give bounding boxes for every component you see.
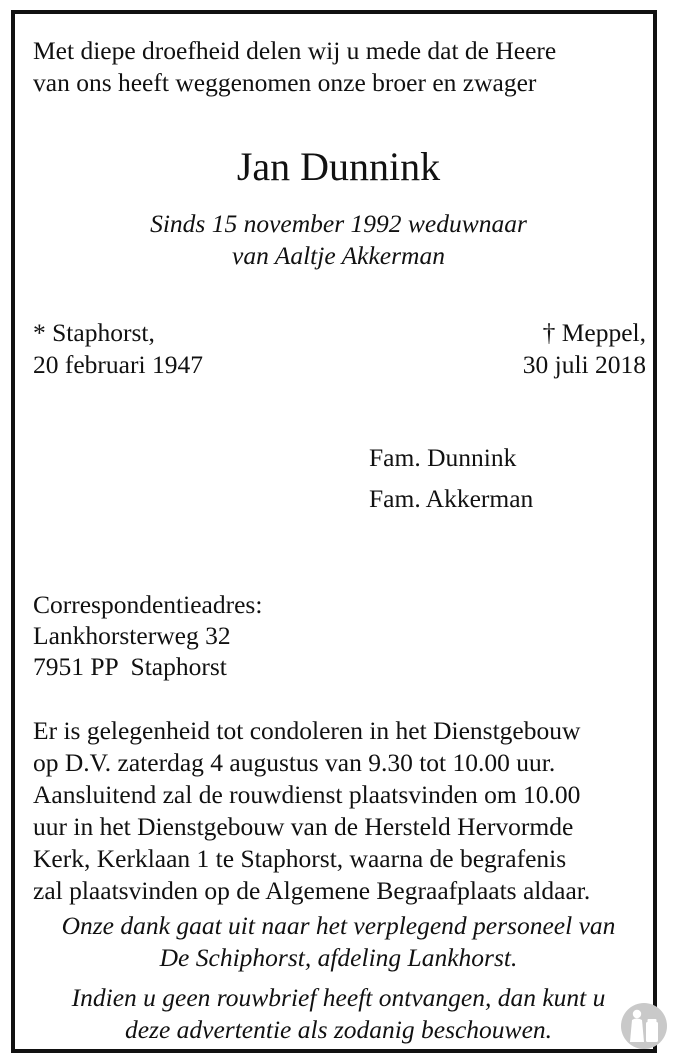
thanks-line-2: De Schiphorst, afdeling Lankhorst. bbox=[159, 943, 518, 972]
family-1: Fam. Dunnink bbox=[369, 443, 517, 472]
death-date: 30 juli 2018 bbox=[522, 350, 646, 379]
service-line-3: Aansluitend zal de rouwdienst plaatsvinden om 10.00 bbox=[33, 780, 581, 809]
intro-line-1: Met diepe droefheid delen wij u mede dat de Heere bbox=[33, 36, 557, 65]
service-line-6: zal plaatsvinden op de Algemene Begraafplaats aldaar. bbox=[33, 876, 591, 905]
service-line-5: Kerk, Kerklaan 1 te Staphorst, waarna de begrafenis bbox=[33, 844, 567, 873]
widower-line-2: van Aaltje Akkerman bbox=[232, 241, 445, 270]
family-2: Fam. Akkerman bbox=[369, 484, 534, 513]
intro-line-2: van ons heeft weggenomen onze broer en zwager bbox=[33, 68, 537, 97]
correspondence-street: Lankhorsterweg 32 bbox=[33, 621, 231, 650]
service-line-4: uur in het Dienstgebouw van de Hersteld Hervormde bbox=[33, 812, 574, 841]
birth-date: 20 februari 1947 bbox=[33, 350, 203, 379]
widower-line-1: Sinds 15 november 1992 weduwnaar bbox=[150, 209, 527, 238]
correspondence-label: Correspondentieadres: bbox=[33, 590, 263, 619]
service-line-1: Er is gelegenheid tot condoleren in het Dienstgebouw bbox=[33, 716, 581, 745]
death-place: † Meppel, bbox=[542, 318, 646, 347]
mourning-figure-icon bbox=[620, 1002, 668, 1050]
service-line-2: op D.V. zaterdag 4 augustus van 9.30 tot 10.00 uur. bbox=[33, 748, 556, 777]
notice-line-1: Indien u geen rouwbrief heeft ontvangen, dan kunt u bbox=[71, 983, 606, 1012]
correspondence-postal-city: 7951 PP Staphorst bbox=[33, 652, 227, 681]
birth-place: * Staphorst, bbox=[33, 318, 155, 347]
notice-line-2: deze advertentie als zodanig beschouwen. bbox=[124, 1015, 553, 1044]
thanks-line-1: Onze dank gaat uit naar het verplegend personeel van bbox=[61, 911, 616, 940]
deceased-name: Jan Dunnink bbox=[236, 144, 441, 189]
